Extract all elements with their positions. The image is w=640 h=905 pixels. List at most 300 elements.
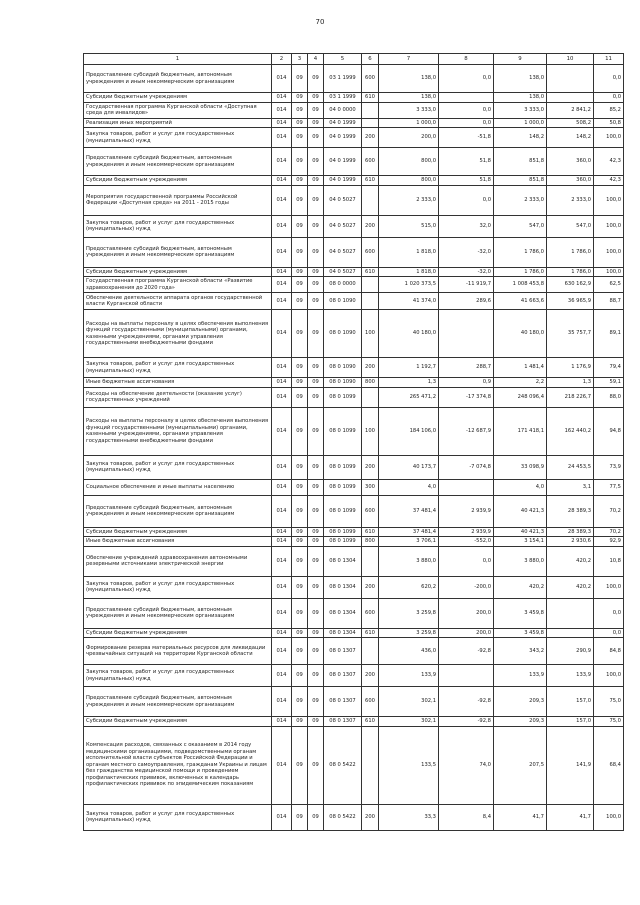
execution-percent: 10,8 (594, 546, 624, 576)
refined-amount: 33 098,9 (494, 455, 547, 479)
subsection-code: 09 (308, 148, 324, 176)
row-name: Субсидии бюджетным учреждениям (84, 267, 272, 277)
target-article-code: 08 0 1304 (324, 576, 362, 598)
approved-amount: 436,0 (379, 638, 439, 665)
table-header-row (84, 54, 624, 65)
execution-percent: 94,8 (594, 407, 624, 455)
refined-amount: 40 180,0 (494, 310, 547, 358)
change-amount: -7 074,8 (439, 455, 494, 479)
refined-amount: 41 663,6 (494, 293, 547, 310)
refined-amount: 133,9 (494, 665, 547, 687)
execution-percent: 0,0 (594, 598, 624, 628)
executed-amount: 1,3 (547, 378, 594, 388)
expense-type-code: 610 (362, 93, 379, 103)
target-article-code: 03 1 1999 (324, 93, 362, 103)
subsection-code: 09 (308, 546, 324, 576)
execution-percent: 0,0 (594, 93, 624, 103)
subsection-code: 09 (308, 310, 324, 358)
execution-percent: 75,0 (594, 687, 624, 717)
change-amount: 0,0 (439, 102, 494, 118)
col-header: 7 (379, 54, 439, 65)
change-amount: -200,0 (439, 576, 494, 598)
expense-type-code: 100 (362, 407, 379, 455)
ministry-code: 014 (272, 310, 292, 358)
executed-amount: 141,9 (547, 726, 594, 804)
approved-amount: 41 374,0 (379, 293, 439, 310)
table-row (84, 310, 624, 358)
expense-type-code (362, 277, 379, 293)
row-name: Государственная программа Курганской области «Развитие здравоохранения до 2020 года» (84, 277, 272, 293)
table-row (84, 687, 624, 717)
table-row (84, 455, 624, 479)
col-header: 4 (308, 54, 324, 65)
execution-percent: 88,0 (594, 387, 624, 407)
section-code: 09 (292, 176, 308, 186)
table-row (84, 118, 624, 128)
table-row (84, 804, 624, 830)
table-row (84, 546, 624, 576)
executed-amount: 290,9 (547, 638, 594, 665)
refined-amount: 1 786,0 (494, 267, 547, 277)
target-article-code: 04 0 1999 (324, 128, 362, 148)
row-name: Закупка товаров, работ и услуг для государственных (муниципальных) нужд (84, 358, 272, 378)
change-amount: 0,0 (439, 546, 494, 576)
section-code: 09 (292, 455, 308, 479)
row-name: Закупка товаров, работ и услуг для государственных (муниципальных) нужд (84, 804, 272, 830)
execution-percent: 70,2 (594, 527, 624, 537)
ministry-code: 014 (272, 215, 292, 237)
section-code: 09 (292, 576, 308, 598)
approved-amount: 1 818,0 (379, 237, 439, 267)
approved-amount: 515,0 (379, 215, 439, 237)
row-name: Закупка товаров, работ и услуг для государственных (муниципальных) нужд (84, 128, 272, 148)
executed-amount: 218 226,7 (547, 387, 594, 407)
refined-amount: 40 421,3 (494, 527, 547, 537)
row-name: Субсидии бюджетным учреждениям (84, 628, 272, 638)
ministry-code: 014 (272, 726, 292, 804)
approved-amount: 800,0 (379, 148, 439, 176)
approved-amount: 40 180,0 (379, 310, 439, 358)
change-amount: -17 374,8 (439, 387, 494, 407)
section-code: 09 (292, 495, 308, 527)
refined-amount: 138,0 (494, 65, 547, 93)
executed-amount: 3,1 (547, 479, 594, 495)
execution-percent: 100,0 (594, 215, 624, 237)
execution-percent: 100,0 (594, 128, 624, 148)
executed-amount: 2 930,6 (547, 537, 594, 547)
section-code: 09 (292, 267, 308, 277)
expense-type-code: 600 (362, 495, 379, 527)
refined-amount: 547,0 (494, 215, 547, 237)
change-amount: -552,0 (439, 537, 494, 547)
target-article-code: 08 0 1099 (324, 479, 362, 495)
expense-type-code: 100 (362, 310, 379, 358)
target-article-code: 08 0 1304 (324, 546, 362, 576)
row-name: Субсидии бюджетным учреждениям (84, 93, 272, 103)
change-amount: 0,9 (439, 378, 494, 388)
subsection-code: 09 (308, 267, 324, 277)
section-code: 09 (292, 638, 308, 665)
approved-amount: 800,0 (379, 176, 439, 186)
executed-amount: 28 389,3 (547, 527, 594, 537)
expense-type-code: 200 (362, 358, 379, 378)
table-row (84, 407, 624, 455)
expense-type-code: 200 (362, 576, 379, 598)
executed-amount: 508,2 (547, 118, 594, 128)
target-article-code: 08 0 5422 (324, 804, 362, 830)
expense-type-code: 200 (362, 665, 379, 687)
table-row (84, 537, 624, 547)
target-article-code: 04 0 5027 (324, 215, 362, 237)
table-row (84, 93, 624, 103)
section-code: 09 (292, 479, 308, 495)
row-name: Закупка товаров, работ и услуг для государственных (муниципальных) нужд (84, 215, 272, 237)
section-code: 09 (292, 546, 308, 576)
execution-percent: 70,2 (594, 495, 624, 527)
target-article-code: 08 0 1099 (324, 455, 362, 479)
expense-type-code: 200 (362, 804, 379, 830)
change-amount: -32,0 (439, 237, 494, 267)
refined-amount: 1 000,0 (494, 118, 547, 128)
change-amount: 51,8 (439, 148, 494, 176)
section-code: 09 (292, 293, 308, 310)
row-name: Компенсация расходов, связанных с оказанием в 2014 году медицинскими организациями, подведомственными органам исполнительной власти субъектов Российской Федерации и органам местного самоуправления, гражданам Украины и лицам без гражданства медицинской помощи и проведением профилактических прививок, включенных в календарь профилактических прививок по эпидемическим показаниям (84, 726, 272, 804)
refined-amount: 2,2 (494, 378, 547, 388)
change-amount: 8,4 (439, 804, 494, 830)
col-header: 5 (324, 54, 362, 65)
ministry-code: 014 (272, 267, 292, 277)
refined-amount: 3 880,0 (494, 546, 547, 576)
subsection-code: 09 (308, 665, 324, 687)
subsection-code: 09 (308, 293, 324, 310)
approved-amount: 1,3 (379, 378, 439, 388)
section-code: 09 (292, 185, 308, 215)
execution-percent: 85,2 (594, 102, 624, 118)
refined-amount: 420,2 (494, 576, 547, 598)
executed-amount: 1 176,9 (547, 358, 594, 378)
target-article-code: 03 1 1999 (324, 65, 362, 93)
ministry-code: 014 (272, 527, 292, 537)
executed-amount: 420,2 (547, 546, 594, 576)
target-article-code: 04 0 5027 (324, 237, 362, 267)
subsection-code: 09 (308, 804, 324, 830)
executed-amount: 36 965,9 (547, 293, 594, 310)
execution-percent: 100,0 (594, 267, 624, 277)
table-row (84, 638, 624, 665)
ministry-code: 014 (272, 102, 292, 118)
change-amount: 200,0 (439, 598, 494, 628)
row-name: Социальное обеспечение и иные выплаты населению (84, 479, 272, 495)
expense-type-code: 600 (362, 148, 379, 176)
target-article-code: 08 0 1304 (324, 628, 362, 638)
section-code: 09 (292, 804, 308, 830)
section-code: 09 (292, 102, 308, 118)
refined-amount: 343,2 (494, 638, 547, 665)
section-code: 09 (292, 237, 308, 267)
row-name: Закупка товаров, работ и услуг для государственных (муниципальных) нужд (84, 455, 272, 479)
section-code: 09 (292, 407, 308, 455)
row-name: Расходы на выплаты персоналу в целях обеспечения выполнения функций государственными (муниципальными) органами, казенными учреждениями, органами управления государственными внебюджетными фондами (84, 407, 272, 455)
executed-amount: 28 389,3 (547, 495, 594, 527)
col-header: 6 (362, 54, 379, 65)
refined-amount: 1 008 453,8 (494, 277, 547, 293)
target-article-code: 08 0 1090 (324, 310, 362, 358)
expense-type-code (362, 118, 379, 128)
approved-amount: 37 481,4 (379, 527, 439, 537)
row-name: Предоставление субсидий бюджетным, автономным учреждениям и иным некоммерческим организациям (84, 148, 272, 176)
section-code: 09 (292, 527, 308, 537)
refined-amount: 148,2 (494, 128, 547, 148)
col-header: 9 (494, 54, 547, 65)
target-article-code: 08 0 1090 (324, 358, 362, 378)
change-amount: 288,7 (439, 358, 494, 378)
execution-percent: 89,1 (594, 310, 624, 358)
refined-amount: 2 333,0 (494, 185, 547, 215)
refined-amount: 41,7 (494, 804, 547, 830)
ministry-code: 014 (272, 118, 292, 128)
section-code: 09 (292, 717, 308, 727)
ministry-code: 014 (272, 407, 292, 455)
col-header: 3 (292, 54, 308, 65)
executed-amount: 630 162,9 (547, 277, 594, 293)
row-name: Закупка товаров, работ и услуг для государственных (муниципальных) нужд (84, 576, 272, 598)
section-code: 09 (292, 93, 308, 103)
ministry-code: 014 (272, 628, 292, 638)
change-amount: -12 687,9 (439, 407, 494, 455)
subsection-code: 09 (308, 118, 324, 128)
section-code: 09 (292, 118, 308, 128)
expense-type-code (362, 546, 379, 576)
ministry-code: 014 (272, 277, 292, 293)
expense-type-code: 200 (362, 455, 379, 479)
approved-amount: 620,2 (379, 576, 439, 598)
row-name: Предоставление субсидий бюджетным, автономным учреждениям и иным некоммерческим организациям (84, 65, 272, 93)
subsection-code: 09 (308, 387, 324, 407)
subsection-code: 09 (308, 378, 324, 388)
executed-amount (547, 598, 594, 628)
approved-amount: 3 259,8 (379, 598, 439, 628)
execution-percent: 100,0 (594, 237, 624, 267)
row-name: Мероприятия государственной программы Российской Федерации «Доступная среда» на 2011 - 2015 годы (84, 185, 272, 215)
section-code: 09 (292, 215, 308, 237)
refined-amount: 207,5 (494, 726, 547, 804)
budget-table (83, 53, 624, 831)
executed-amount: 547,0 (547, 215, 594, 237)
execution-percent: 59,1 (594, 378, 624, 388)
refined-amount: 138,0 (494, 93, 547, 103)
executed-amount: 148,2 (547, 128, 594, 148)
executed-amount: 24 453,5 (547, 455, 594, 479)
section-code: 09 (292, 310, 308, 358)
subsection-code: 09 (308, 237, 324, 267)
subsection-code: 09 (308, 537, 324, 547)
executed-amount: 1 786,0 (547, 237, 594, 267)
target-article-code: 04 0 1999 (324, 118, 362, 128)
refined-amount: 851,8 (494, 176, 547, 186)
table-row (84, 717, 624, 727)
change-amount: 200,0 (439, 628, 494, 638)
executed-amount (547, 65, 594, 93)
approved-amount: 3 880,0 (379, 546, 439, 576)
executed-amount: 35 757,7 (547, 310, 594, 358)
table-row (84, 628, 624, 638)
subsection-code: 09 (308, 479, 324, 495)
table-row (84, 726, 624, 804)
approved-amount: 138,0 (379, 93, 439, 103)
subsection-code: 09 (308, 407, 324, 455)
ministry-code: 014 (272, 293, 292, 310)
row-name: Субсидии бюджетным учреждениям (84, 717, 272, 727)
ministry-code: 014 (272, 479, 292, 495)
executed-amount: 2 841,2 (547, 102, 594, 118)
row-name: Обеспечение учреждений здравоохранения автономными резервными источниками электрической энергии (84, 546, 272, 576)
target-article-code: 08 0 1307 (324, 638, 362, 665)
table-row (84, 102, 624, 118)
row-name: Формирование резерва материальных ресурсов для ликвидации чрезвычайных ситуаций на территории Курганской области (84, 638, 272, 665)
table-row (84, 576, 624, 598)
row-name: Предоставление субсидий бюджетным, автономным учреждениям и иным некоммерческим организациям (84, 687, 272, 717)
table-row (84, 65, 624, 93)
change-amount: 32,0 (439, 215, 494, 237)
subsection-code: 09 (308, 598, 324, 628)
subsection-code: 09 (308, 185, 324, 215)
expense-type-code: 800 (362, 537, 379, 547)
approved-amount: 138,0 (379, 65, 439, 93)
col-header: 1 (84, 54, 272, 65)
subsection-code: 09 (308, 527, 324, 537)
col-header: 10 (547, 54, 594, 65)
subsection-code: 09 (308, 687, 324, 717)
subsection-code: 09 (308, 455, 324, 479)
change-amount: -92,8 (439, 687, 494, 717)
executed-amount: 2 333,0 (547, 185, 594, 215)
change-amount: 289,6 (439, 293, 494, 310)
execution-percent: 92,9 (594, 537, 624, 547)
approved-amount: 302,1 (379, 717, 439, 727)
expense-type-code: 200 (362, 215, 379, 237)
table-row (84, 479, 624, 495)
change-amount: -11 919,7 (439, 277, 494, 293)
change-amount: -92,8 (439, 717, 494, 727)
col-header: 2 (272, 54, 292, 65)
executed-amount: 162 440,2 (547, 407, 594, 455)
approved-amount: 1 192,7 (379, 358, 439, 378)
ministry-code: 014 (272, 185, 292, 215)
expense-type-code: 800 (362, 378, 379, 388)
execution-percent: 62,5 (594, 277, 624, 293)
execution-percent: 77,5 (594, 479, 624, 495)
table-row (84, 215, 624, 237)
refined-amount: 40 421,3 (494, 495, 547, 527)
expense-type-code (362, 726, 379, 804)
target-article-code: 04 0 1999 (324, 176, 362, 186)
table-row (84, 665, 624, 687)
ministry-code: 014 (272, 65, 292, 93)
execution-percent: 100,0 (594, 576, 624, 598)
target-article-code: 04 0 5027 (324, 267, 362, 277)
row-name: Государственная программа Курганской области «Доступная среда для инвалидов» (84, 102, 272, 118)
table-row (84, 387, 624, 407)
ministry-code: 014 (272, 804, 292, 830)
target-article-code: 08 0 1307 (324, 717, 362, 727)
subsection-code: 09 (308, 726, 324, 804)
execution-percent: 84,8 (594, 638, 624, 665)
change-amount: 51,8 (439, 176, 494, 186)
section-code: 09 (292, 65, 308, 93)
table-row (84, 293, 624, 310)
ministry-code: 014 (272, 378, 292, 388)
subsection-code: 09 (308, 277, 324, 293)
execution-percent: 79,4 (594, 358, 624, 378)
row-name: Обеспечение деятельности аппарата органов государственной власти Курганской области (84, 293, 272, 310)
section-code: 09 (292, 687, 308, 717)
section-code: 09 (292, 277, 308, 293)
subsection-code: 09 (308, 358, 324, 378)
approved-amount: 133,5 (379, 726, 439, 804)
row-name: Иные бюджетные ассигнования (84, 537, 272, 547)
executed-amount: 157,0 (547, 717, 594, 727)
section-code: 09 (292, 598, 308, 628)
expense-type-code: 600 (362, 598, 379, 628)
section-code: 09 (292, 387, 308, 407)
row-name: Закупка товаров, работ и услуг для государственных (муниципальных) нужд (84, 665, 272, 687)
table-row (84, 358, 624, 378)
execution-percent: 50,8 (594, 118, 624, 128)
approved-amount: 2 333,0 (379, 185, 439, 215)
execution-percent: 75,0 (594, 717, 624, 727)
subsection-code: 09 (308, 65, 324, 93)
expense-type-code (362, 102, 379, 118)
subsection-code: 09 (308, 717, 324, 727)
refined-amount: 3 459,8 (494, 628, 547, 638)
section-code: 09 (292, 148, 308, 176)
expense-type-code: 200 (362, 128, 379, 148)
row-name: Реализация иных мероприятий (84, 118, 272, 128)
ministry-code: 014 (272, 387, 292, 407)
change-amount (439, 310, 494, 358)
subsection-code: 09 (308, 128, 324, 148)
table-row (84, 128, 624, 148)
approved-amount: 3 333,0 (379, 102, 439, 118)
expense-type-code (362, 185, 379, 215)
table-row (84, 527, 624, 537)
subsection-code: 09 (308, 176, 324, 186)
ministry-code: 014 (272, 93, 292, 103)
expense-type-code: 610 (362, 628, 379, 638)
subsection-code: 09 (308, 576, 324, 598)
subsection-code: 09 (308, 628, 324, 638)
approved-amount: 37 481,4 (379, 495, 439, 527)
execution-percent: 100,0 (594, 804, 624, 830)
section-code: 09 (292, 726, 308, 804)
refined-amount: 171 418,1 (494, 407, 547, 455)
ministry-code: 014 (272, 717, 292, 727)
ministry-code: 014 (272, 237, 292, 267)
execution-percent: 42,3 (594, 176, 624, 186)
execution-percent: 68,4 (594, 726, 624, 804)
approved-amount: 200,0 (379, 128, 439, 148)
refined-amount: 4,0 (494, 479, 547, 495)
change-amount: 0,0 (439, 118, 494, 128)
expense-type-code: 610 (362, 717, 379, 727)
table-row (84, 237, 624, 267)
row-name: Предоставление субсидий бюджетным, автономным учреждениям и иным некоммерческим организациям (84, 495, 272, 527)
subsection-code: 09 (308, 102, 324, 118)
expense-type-code (362, 387, 379, 407)
refined-amount: 3 333,0 (494, 102, 547, 118)
execution-percent: 73,9 (594, 455, 624, 479)
col-header: 11 (594, 54, 624, 65)
